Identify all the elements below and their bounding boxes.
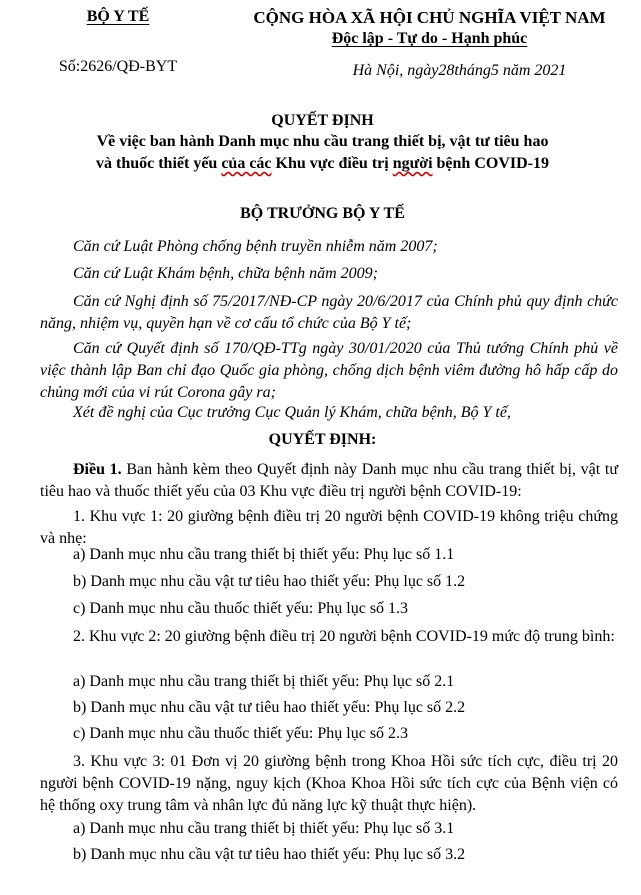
zone-2-item-c: c) Danh mục nhu cầu thuốc thiết yếu: Phụ lục số 2.3 (73, 725, 409, 742)
zone-1-item-c: c) Danh mục nhu cầu thuốc thiết yếu: Phụ lục số 1.3 (73, 600, 409, 617)
subtitle-part-c: Khu vực điều trị (271, 155, 393, 172)
date-prefix: Hà Nội, ngày (352, 62, 439, 79)
preamble-4: Căn cứ Quyết định số 170/QĐ-TTg ngày 30/01/2020 của Thủ tướng Chính phủ về việc thành lập Ban chỉ đạo Quốc gia phòng, chống dịch bệnh viêm đường hô hấp cấp do chủng mới của vi rút Corona gây ra; (40, 340, 618, 401)
zone-2-item-b: b) Danh mục nhu cầu vật tư tiêu hao thiết yếu: Phụ lục số 2.2 (73, 699, 466, 716)
subtitle-part-a: và thuốc thiết yếu (96, 155, 222, 172)
zone-1-title: 1. Khu vực 1: 20 giường bệnh điều trị 20 người bệnh COVID-19 không triệu chứng và nhẹ: (40, 508, 618, 547)
article-1 (40, 459, 618, 503)
motto (232, 30, 627, 48)
subtitle-part-d: người (392, 155, 433, 172)
nation-name: CỘNG HÒA XÃ HỘI CHỦ NGHĨA VIỆT NAM (253, 8, 606, 27)
zone-1-item-a: a) Danh mục nhu cầu trang thiết bị thiết yếu: Phụ lục số 1.1 (73, 546, 455, 563)
preamble-3: Căn cứ Nghị định số 75/2017/NĐ-CP ngày 20/6/2017 của Chính phủ quy định chức năng, nhiệm vụ, quyền hạn về cơ cấu tổ chức của Bộ Y tế; (40, 293, 618, 332)
article-1-label: Điều 1. (73, 461, 122, 478)
subtitle-line-1: Về việc ban hành Danh mục nhu cầu trang thiết bị, vật tư tiêu hao (96, 133, 549, 150)
date-month: 5 (490, 62, 499, 79)
zone-3-item-b: b) Danh mục nhu cầu vật tư tiêu hao thiết yếu: Phụ lục số 3.2 (73, 846, 466, 863)
motto-text: Độc lập - Tự do - Hạnh phúc (331, 30, 528, 47)
zone-3-title: 3. Khu vực 3: 01 Đơn vị 20 giường bệnh trong Khoa Hồi sức tích cực, điều trị 20 người bệnh COVID-19 nặng, nguy kịch (Khoa Khoa Hồi sức tích cực của Bệnh viện có hệ thống oxy trung tâm và nhân lực đủ năng lực kỹ thuật thực hiện). (40, 753, 618, 814)
article-1-text: Ban hành kèm theo Quyết định này Danh mục nhu cầu trang thiết bị, vật tư tiêu hao và thuốc thiết yếu của 03 Khu vực điều trị người bệnh COVID-19: (40, 461, 619, 500)
document-number: Số:2626/QĐ-BYT (58, 58, 178, 75)
ministry-name: BỘ Y TẾ (86, 8, 150, 25)
zone-1-item-b: b) Danh mục nhu cầu vật tư tiêu hao thiết yếu: Phụ lục số 1.2 (73, 573, 466, 590)
subtitle-part-b: của các (221, 155, 272, 172)
preamble-5: Xét đề nghị của Cục trưởng Cục Quản lý Khám, chữa bệnh, Bộ Y tế, (73, 404, 511, 421)
subtitle-part-e: bệnh COVID-19 (432, 155, 549, 172)
date-line (262, 62, 641, 80)
preamble-2: Căn cứ Luật Khám bệnh, chữa bệnh năm 2009; (73, 265, 378, 282)
document-type-heading: QUYẾT ĐỊNH (271, 112, 374, 129)
date-day: 28 (438, 62, 455, 79)
zone-2-title: 2. Khu vực 2: 20 giường bệnh điều trị 20 người bệnh COVID-19 mức độ trung bình: (73, 628, 615, 645)
zone-2-item-a: a) Danh mục nhu cầu trang thiết bị thiết yếu: Phụ lục số 2.1 (73, 673, 455, 690)
subtitle-line-2 (30, 155, 615, 173)
decision-heading: QUYẾT ĐỊNH: (268, 431, 377, 448)
date-year: năm 2021 (502, 62, 567, 79)
date-month-word: tháng (454, 62, 491, 79)
preamble-1: Căn cứ Luật Phòng chống bệnh truyền nhiễm năm 2007; (73, 238, 438, 255)
authority-heading: BỘ TRƯỞNG BỘ Y TẾ (240, 205, 405, 222)
zone-3-item-a: a) Danh mục nhu cầu trang thiết bị thiết yếu: Phụ lục số 3.1 (73, 820, 455, 837)
